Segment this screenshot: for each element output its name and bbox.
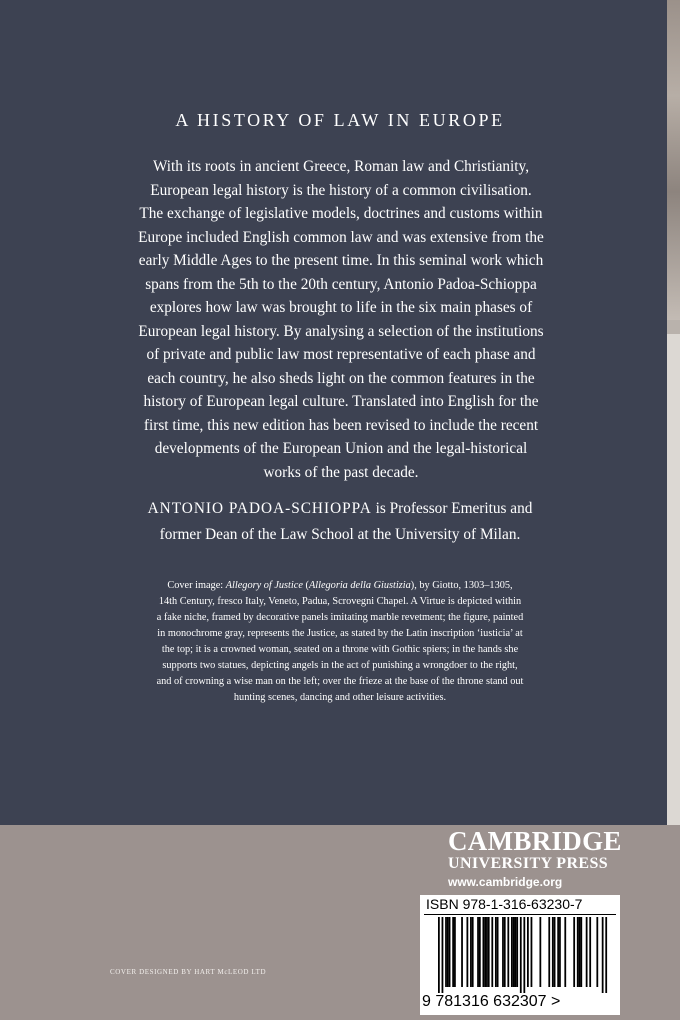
barcode-bar bbox=[539, 917, 541, 987]
barcode-bar bbox=[507, 917, 509, 987]
barcode-bar bbox=[586, 917, 588, 987]
author-bio-text: is Professor Emeritus and bbox=[371, 500, 533, 517]
publisher-name-line1: CAMBRIDGE bbox=[448, 826, 622, 856]
barcode-bar bbox=[466, 917, 468, 987]
barcode-bar bbox=[557, 917, 559, 987]
barcode-box bbox=[420, 895, 620, 1015]
barcode-bar bbox=[520, 917, 522, 993]
credit-line: a fake niche, framed by decorative panels imitating marble revetment; the figure, painted bbox=[156, 612, 524, 623]
barcode-bar bbox=[531, 917, 533, 987]
barcode-bar bbox=[513, 917, 515, 987]
barcode-bar bbox=[472, 917, 474, 987]
barcode-bar bbox=[580, 917, 582, 987]
description-line: developments of the European Union and the legal-historical bbox=[154, 440, 528, 457]
description-line: early Middle Ages to the present time. In this seminal work which bbox=[138, 252, 544, 269]
barcode-bar bbox=[447, 917, 449, 987]
author-bio bbox=[120, 496, 560, 548]
credit-artist: , by Giotto, 1303–1305, bbox=[414, 580, 513, 591]
barcode-bar bbox=[579, 917, 581, 987]
book-title: A HISTORY OF LAW IN EUROPE bbox=[175, 110, 505, 130]
fresco-fragment bbox=[667, 0, 680, 320]
barcode-bars bbox=[420, 917, 620, 993]
barcode-bar bbox=[504, 917, 506, 987]
credit-line: in monochrome gray, represents the Justice, as stated by the Latin inscription ‘iusticia’ at bbox=[157, 628, 523, 639]
barcode-bar bbox=[596, 917, 598, 987]
description-line: Europe included English common law and was extensive from the bbox=[138, 228, 544, 246]
barcode-bar bbox=[442, 917, 444, 993]
barcode-bar bbox=[449, 917, 451, 987]
description-line: of private and public law most representative of each phase and bbox=[146, 346, 536, 363]
barcode-bar bbox=[511, 917, 513, 987]
barcode-bar bbox=[515, 917, 517, 987]
barcode-bar bbox=[527, 917, 529, 987]
barcode-bar bbox=[502, 917, 504, 987]
publisher-logo bbox=[448, 826, 622, 891]
book-description bbox=[130, 155, 552, 484]
barcode-bar bbox=[454, 917, 456, 987]
barcode-bar bbox=[605, 917, 607, 993]
description-line: European legal history is the history of a common civilisation. bbox=[150, 181, 532, 199]
description-line: first time, this new edition has been revised to include the recent bbox=[143, 416, 539, 434]
barcode-bar bbox=[495, 917, 497, 987]
fresco-frame-edge bbox=[667, 320, 680, 334]
publisher-website: www.cambridge.org bbox=[448, 875, 563, 889]
barcode-bar bbox=[589, 917, 591, 987]
barcode-bar bbox=[486, 917, 488, 987]
cover-designer-credit: COVER DESIGNED BY HART McLEOD LTD bbox=[110, 968, 267, 976]
barcode-bar bbox=[548, 917, 550, 987]
cover-image-credit bbox=[125, 578, 555, 706]
credit-paren: ) bbox=[410, 580, 415, 591]
publisher-name-line2: UNIVERSITY PRESS bbox=[448, 855, 609, 872]
credit-line: supports two statues, depicting angels in the act of punishing a wrongdoer to the right, bbox=[162, 660, 518, 671]
barcode-bar bbox=[479, 917, 481, 987]
barcode-bar bbox=[497, 917, 499, 987]
description-line: explores how law was brought to life in the six main phases of bbox=[149, 299, 533, 316]
barcode-bar bbox=[552, 917, 554, 987]
artwork-title-italian: Allegoria della Giustizia bbox=[308, 580, 411, 591]
barcode-bar bbox=[602, 917, 604, 993]
barcode-bar bbox=[516, 917, 518, 987]
author-bio-line bbox=[120, 496, 560, 522]
credit-line: hunting scenes, dancing and other leisure activities. bbox=[233, 692, 447, 703]
barcode-bar bbox=[483, 917, 485, 987]
barcode-bar bbox=[573, 917, 575, 987]
credit-line: and of crowning a wise man on the left; over the frieze at the base of the throne stand out bbox=[156, 676, 524, 687]
artwork-title: Allegory of Justice bbox=[225, 580, 303, 591]
barcode-bar bbox=[470, 917, 472, 987]
barcode-bar bbox=[452, 917, 454, 987]
description-line: The exchange of legislative models, doctrines and customs within bbox=[139, 205, 543, 222]
description-line: each country, he also sheds light on the common features in the bbox=[147, 369, 535, 387]
barcode-bar bbox=[554, 917, 556, 987]
barcode-bar bbox=[559, 917, 561, 987]
barcode-bar bbox=[564, 917, 566, 987]
credit-line: 14th Century, fresco Italy, Veneto, Padua, Scrovegni Chapel. A Virtue is depicted within bbox=[158, 596, 522, 607]
description-line: works of the past decade. bbox=[263, 463, 419, 481]
author-bio-line: former Dean of the Law School at the University of Milan. bbox=[159, 526, 521, 543]
credit-line: the top; it is a crowned woman, seated on a throne with Gothic spiers; in the hands she bbox=[161, 644, 519, 655]
barcode-bar bbox=[577, 917, 579, 987]
credit-prefix: Cover image: bbox=[167, 580, 226, 591]
barcode-bar bbox=[477, 917, 479, 987]
barcode-bar bbox=[445, 917, 447, 987]
barcode-bar bbox=[491, 917, 493, 987]
credit-paren: ( bbox=[302, 580, 309, 591]
barcode-digits: 9 781316 632307 > bbox=[422, 993, 561, 1010]
description-line: spans from the 5th to the 20th century, Antonio Padoa-Schioppa bbox=[145, 275, 537, 293]
description-line: With its roots in ancient Greece, Roman law and Christianity, bbox=[152, 158, 530, 175]
author-name: ANTONIO PADOA-SCHIOPPA bbox=[147, 500, 372, 517]
isbn-rule bbox=[424, 914, 616, 915]
description-line: history of European legal culture. Translated into English for the bbox=[143, 393, 539, 410]
barcode-bar bbox=[438, 917, 440, 993]
barcode-bar bbox=[488, 917, 490, 987]
description-line: European legal history. By analysing a selection of the institutions bbox=[138, 322, 544, 340]
isbn-label: ISBN 978-1-316-63230-7 bbox=[426, 896, 583, 912]
barcode-bar bbox=[461, 917, 463, 987]
credit-line bbox=[125, 578, 555, 594]
barcode-bar bbox=[484, 917, 486, 987]
barcode-bar bbox=[523, 917, 525, 993]
